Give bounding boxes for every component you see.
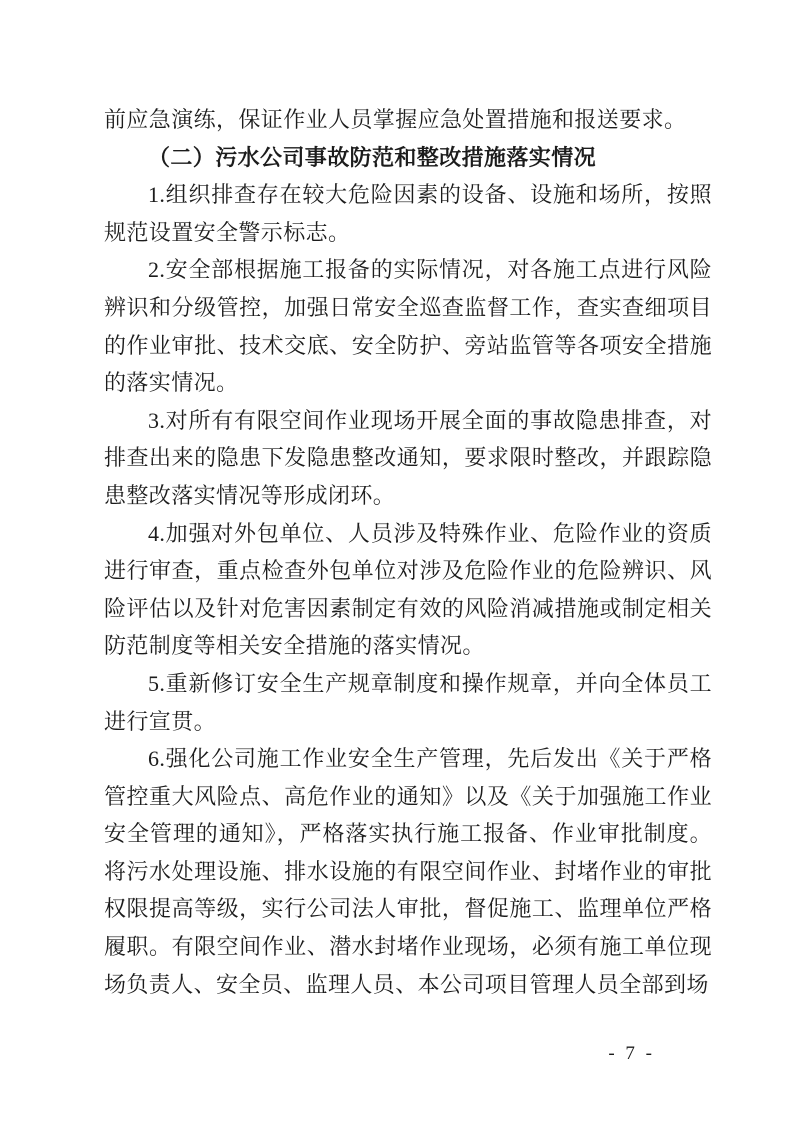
paragraph: 6.强化公司施工作业安全生产管理，先后发出《关于严格管控重大风险点、高危作业的通知》以及《关于加强施工作业安全管理的通知》，严格落实执行施工报备、作业审批制度。将污水处理设施、排水设施的有限空间作业、封堵作业的审批权限提高等级，实行公司法人审批，督促施工、监理单位严格履职。有限空间作业、潜水封堵作业现场，必须有施工单位现场负责人、安全员、监理人员、本公司项目管理人员全部到场 (104, 746, 712, 997)
paragraph: 1.组织排查存在较大危险因素的设备、设施和场所，按照规范设置安全警示标志。 (104, 182, 712, 245)
paragraph: 前应急演练，保证作业人员掌握应急处置措施和报送要求。 (104, 107, 687, 132)
paragraph: 3.对所有有限空间作业现场开展全面的事故隐患排查，对排查出来的隐患下发隐患整改通知，要求限时整改，并跟踪隐患整改落实情况等形成闭环。 (104, 407, 712, 508)
paragraph: 4.加强对外包单位、人员涉及特殊作业、危险作业的资质进行审查，重点检查外包单位对涉及危险作业的危险辨识、风险评估以及针对危害因素制定有效的风险消减措施或制定相关防范制度等相关安全措施的落实情况。 (104, 520, 712, 659)
document-content (104, 101, 712, 1003)
paragraph: 5.重新修订安全生产规章制度和操作规章，并向全体员工进行宣贯。 (104, 670, 712, 734)
page-number: - 7 - (608, 1043, 655, 1064)
paragraph: 2.安全部根据施工报备的实际情况，对各施工点进行风险辨识和分级管控，加强日常安全巡查监督工作，查实查细项目的作业审批、技术交底、安全防护、旁站监管等各项安全措施的落实情况。 (104, 257, 712, 396)
section-heading: （二）污水公司事故防范和整改措施落实情况 (148, 144, 597, 170)
